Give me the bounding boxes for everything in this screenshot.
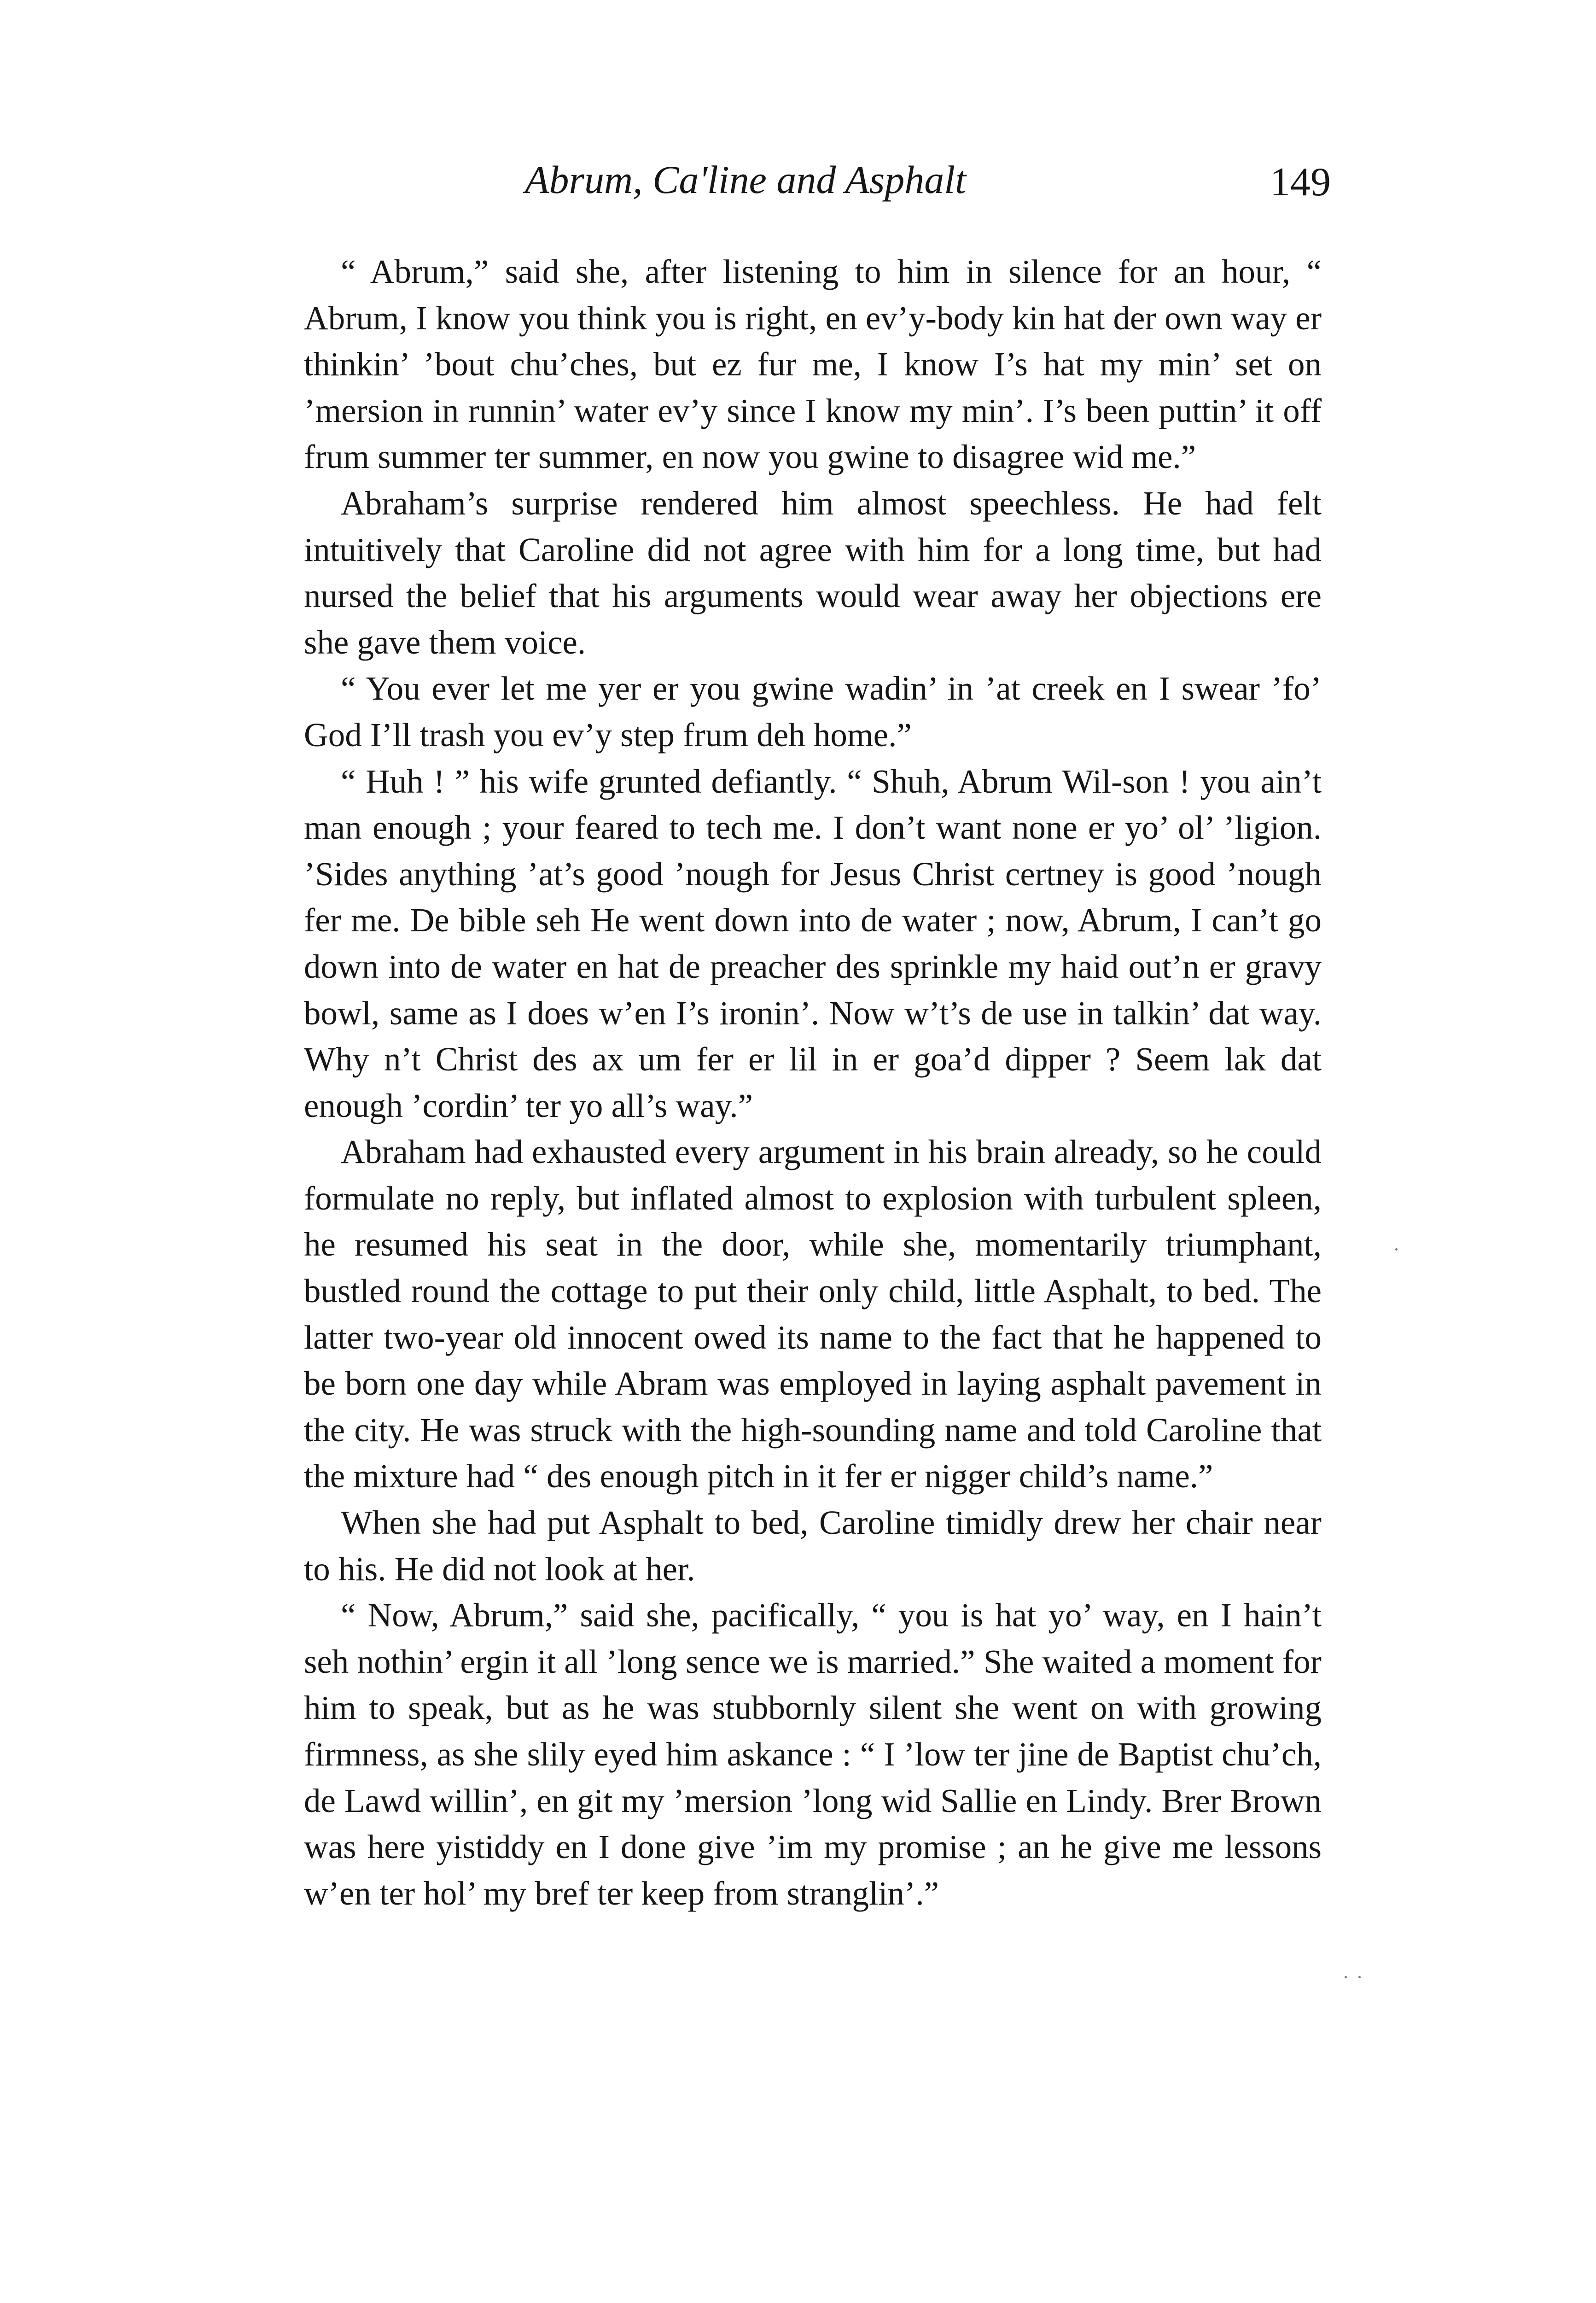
- body-text: [304, 249, 1322, 1917]
- paragraph: Abraham’s surprise rendered him almost speechless. He had felt intuitively that Caroline did not agree with him for a long time, but had nursed the belief that his arguments would wear away her objections ere she gave them voice.: [304, 484, 1322, 661]
- running-title: Abrum, Ca'line and Asphalt: [525, 158, 967, 202]
- paragraph: “ Abrum,” said she, after listening to him in silence for an hour, “ Abrum, I know you think you is right, en ev’y-body kin hat der own way er thinkin’ ’bout chu’ches, but ez fur me, I know I’s hat my min’ set on ’mersion in runnin’ water ev’y since I know my min’. I’s been puttin’ it off frum summer ter summer, en now you gwine to disagree wid me.”: [304, 253, 1322, 476]
- paragraph: Abraham had exhausted every argument in his brain already, so he could formulate no reply, but inflated almost to explosion with turbulent spleen, he resumed his seat in the door, while she, momentarily triumphant, bustled round the cottage to put their only child, little Asphalt, to bed. The latter two-year old innocent owed its name to the fact that he happened to be born one day while Abram was employed in laying asphalt pavement in the city. He was struck with the high-sounding name and told Caroline that the mixture had “ des enough pitch in it fer er nigger child’s name.”: [304, 1133, 1322, 1495]
- paragraph: When she had put Asphalt to bed, Caroline timidly drew her chair near to his. He did not look at her.: [304, 1504, 1322, 1588]
- paragraph: “ Now, Abrum,” said she, pacifically, “ you is hat yo’ way, en I hain’t seh nothin’ ergin it all ’long sence we is married.” She waited a moment for him to speak, but as he was stubbornly silent she went on with growing firmness, as she slily eyed him askance : “ I ’low ter jine de Baptist chu’ch, de Lawd willin’, en git my ’mersion ’long wid Sallie en Lindy. Brer Brown was here yistiddy en I done give ’im my promise ; an he give me lessons w’en ter hol’ my bref ter keep from stranglin’.”: [304, 1596, 1322, 1912]
- page-number: 149: [1270, 160, 1331, 205]
- paragraph: “ Huh ! ” his wife grunted defiantly. “ Shuh, Abrum Wil-son ! you ain’t man enough ; your feared to tech me. I don’t want none er yo’ ol’ ’ligion. ’Sides anything ’at’s good ’nough for Jesus Christ certney is good ’nough fer me. De bible seh He went down into de water ; now, Abrum, I can’t go down into de water en hat de preacher des sprinkle my haid out’n er gravy bowl, same as I does w’en I’s ironin’. Now w’t’s de use in talkin’ dat way. Why n’t Christ des ax um fer er lil in er goa’d dipper ? Seem lak dat enough ’cordin’ ter yo all’s way.”: [304, 762, 1322, 1124]
- ink-speck: [1345, 1976, 1347, 1978]
- paragraph: “ You ever let me yer er you gwine wadin’ in ’at creek en I swear ’fo’ God I’ll trash you ev’y step frum deh home.”: [304, 670, 1322, 754]
- ink-speck: [1395, 1248, 1398, 1251]
- ink-speck: [1358, 1976, 1361, 1978]
